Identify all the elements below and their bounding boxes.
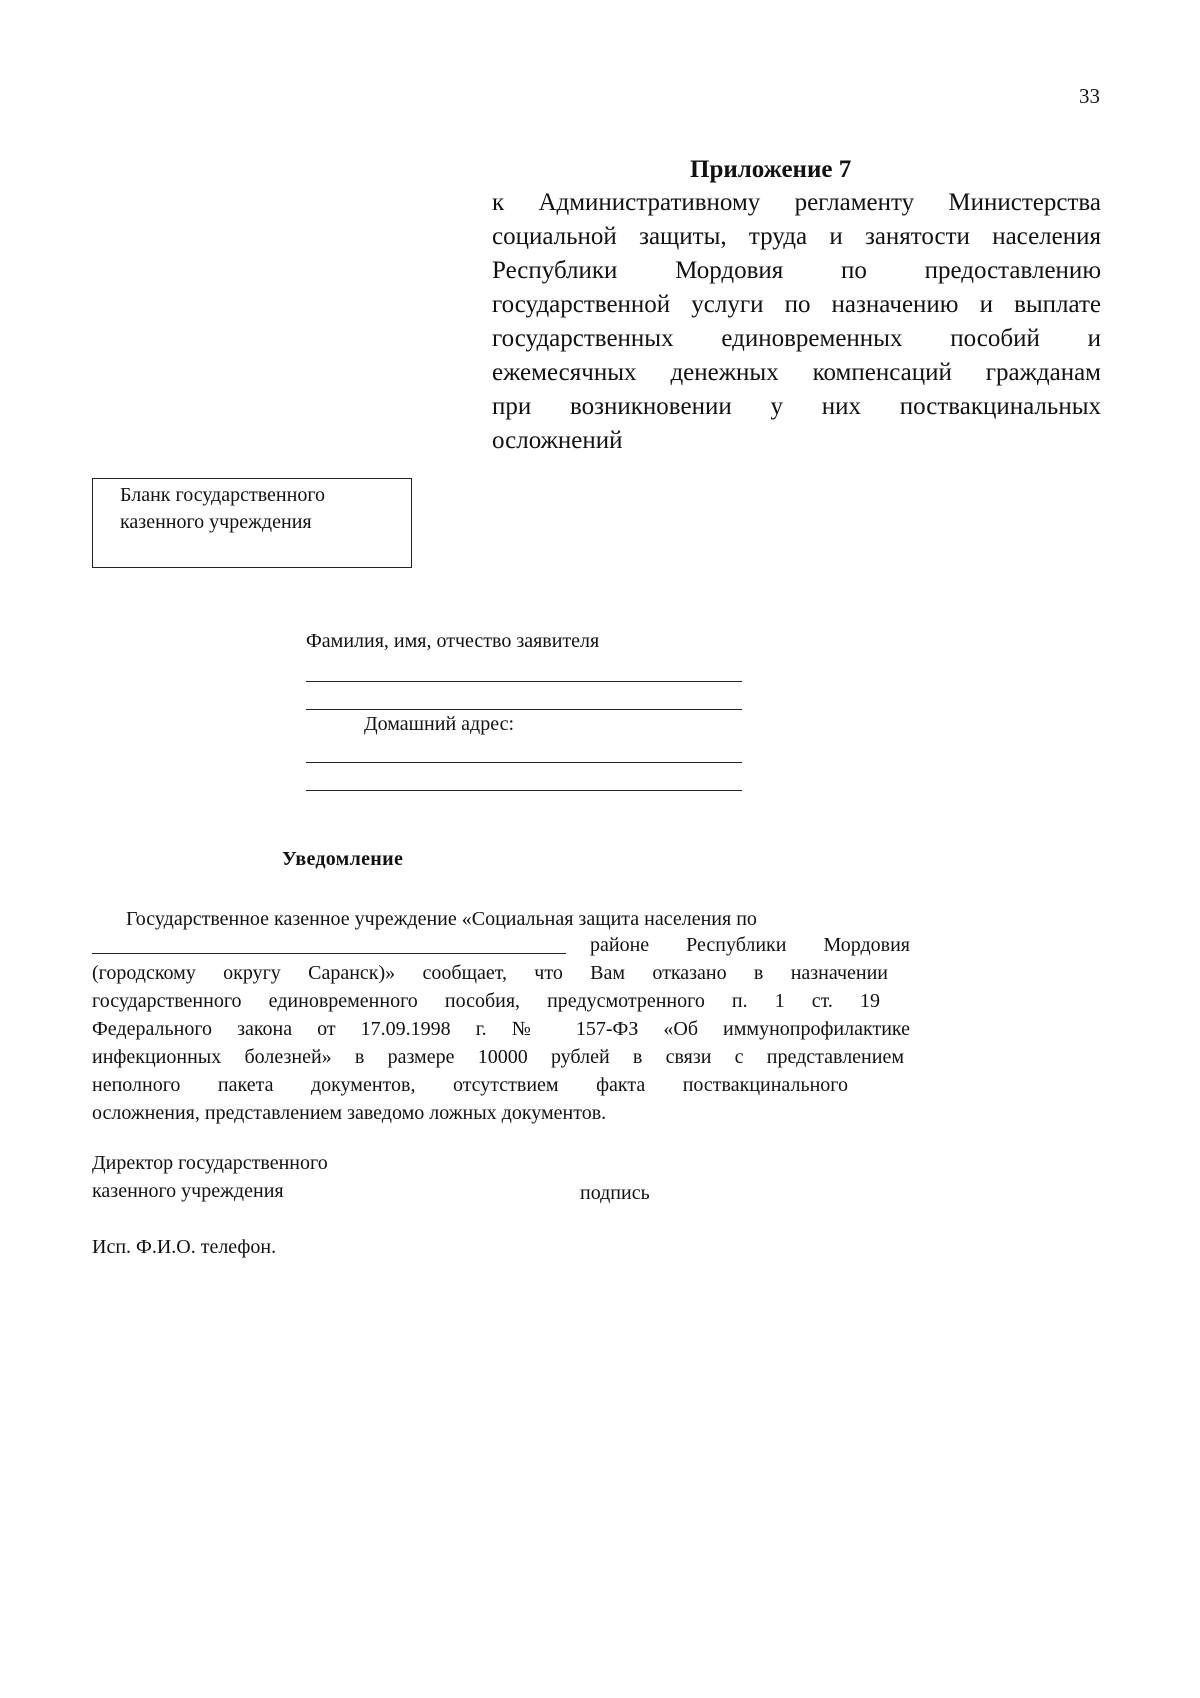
applicant-name-line [306, 709, 742, 710]
page-number: 33 [1079, 84, 1100, 108]
notice-line: инфекционных болезней» в размере 10000 рублей в связи с представлением [92, 1046, 904, 1068]
appendix-line: осложнений [492, 427, 623, 454]
notice-line: государственного единовременного пособия, предусмотренного п. 1 ст. 19 [92, 990, 880, 1012]
appendix-line: государственных единовременных пособий и [492, 325, 1101, 352]
district-blank-line [92, 953, 566, 954]
notice-line: Федерального закона от 17.09.1998 г. № 157-ФЗ «Об иммунопрофилактике [92, 1018, 910, 1040]
director-title: казенного учреждения [92, 1180, 284, 1202]
letterhead-label [120, 482, 325, 536]
appendix-line: к Административному регламенту Министерства [492, 189, 1101, 216]
address-line [306, 790, 742, 791]
executor-line: Исп. Ф.И.О. телефон. [92, 1236, 277, 1258]
notice-line: неполного пакета документов, отсутствием факта поствакцинального [92, 1074, 848, 1096]
notice-heading: Уведомление [282, 848, 404, 870]
notice-line: (городскому округу Саранск)» сообщает, что Вам отказано в назначении [92, 962, 888, 984]
notice-line: осложнения, представлением заведомо ложных документов. [92, 1102, 607, 1124]
notice-line: Государственное казенное учреждение «Социальная защита населения по [126, 908, 757, 930]
appendix-line: социальной защиты, труда и занятости населения [492, 223, 1101, 250]
signature-label: подпись [580, 1182, 650, 1204]
notice-line: районе Республики Мордовия [590, 934, 910, 956]
appendix-title: Приложение 7 [690, 156, 852, 183]
director-title: Директор государственного [92, 1152, 328, 1174]
appendix-line: при возникновении у них поствакцинальных [492, 393, 1101, 420]
address-label: Домашний адрес: [364, 713, 515, 735]
applicant-name-label: Фамилия, имя, отчество заявителя [306, 630, 600, 652]
address-line [306, 762, 742, 763]
applicant-name-line [306, 681, 742, 682]
letterhead-line: казенного учреждения [120, 511, 312, 533]
appendix-line: государственной услуги по назначению и выплате [492, 291, 1101, 318]
letterhead-line: Бланк государственного [120, 484, 326, 506]
appendix-line: ежемесячных денежных компенсаций гражданам [492, 359, 1101, 386]
appendix-line: Республики Мордовия по предоставлению [492, 257, 1101, 284]
